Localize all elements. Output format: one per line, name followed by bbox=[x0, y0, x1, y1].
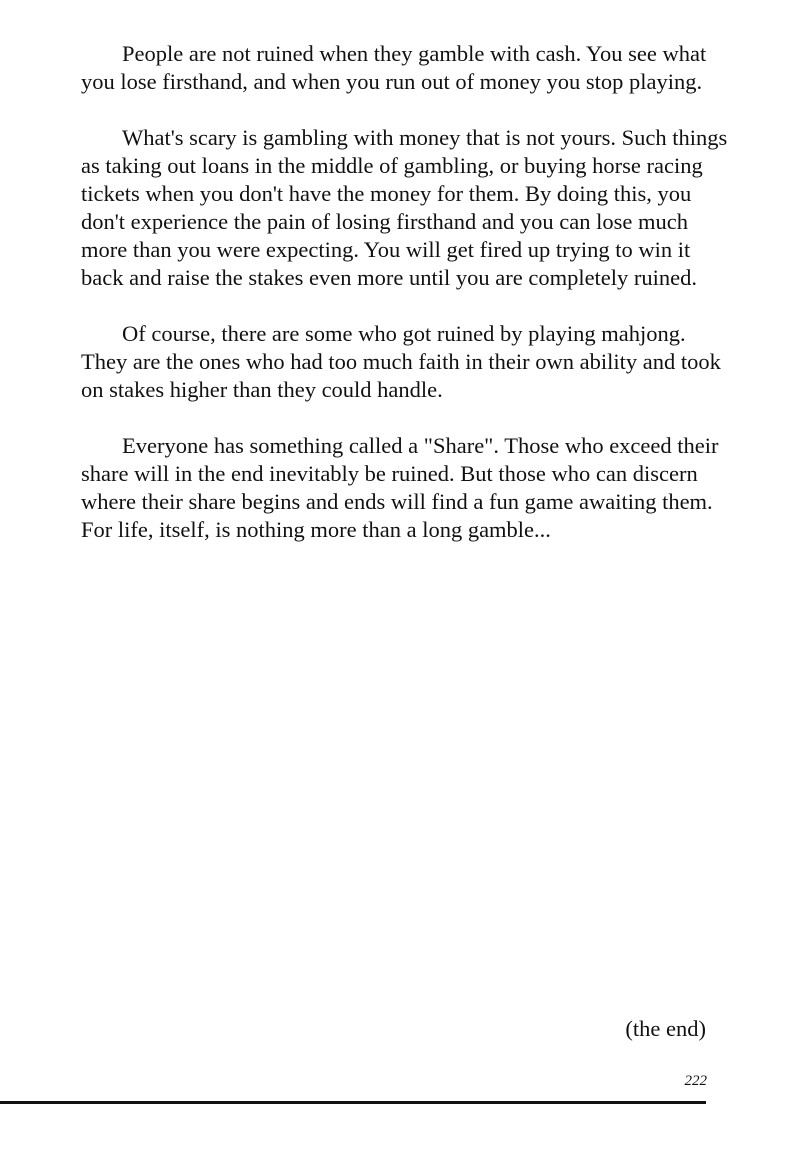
closing-text: (the end) bbox=[625, 1016, 706, 1041]
paragraph-3: Of course, there are some who got ruined by playing mahjong. They are the ones who had too much faith in their own ability and took on stakes higher than they could handle. bbox=[81, 321, 721, 402]
paragraph-1: People are not ruined when they gamble with cash. You see what you lose firsthand, and when you run out of money you stop playing. bbox=[81, 41, 707, 94]
page-number: 222 bbox=[684, 1073, 707, 1089]
paragraph-4: Everyone has something called a "Share". Those who exceed their share will in the end inevitably be ruined. But those who can discern where their share begins and ends will find a fun game awaiting them. For life, itself, is nothing more than a long gamble... bbox=[81, 433, 719, 542]
footer-rule bbox=[0, 1101, 706, 1104]
body-text bbox=[81, 40, 731, 572]
paragraph-2: What's scary is gambling with money that is not yours. Such things as taking out loans in the middle of gambling, or buying horse racing tickets when you don't have the money for them. By doing this, you don't experience the pain of losing firsthand and you can lose much more than you were expecting. You will get fired up trying to win it back and raise the stakes even more until you are completely ruined. bbox=[81, 125, 728, 290]
